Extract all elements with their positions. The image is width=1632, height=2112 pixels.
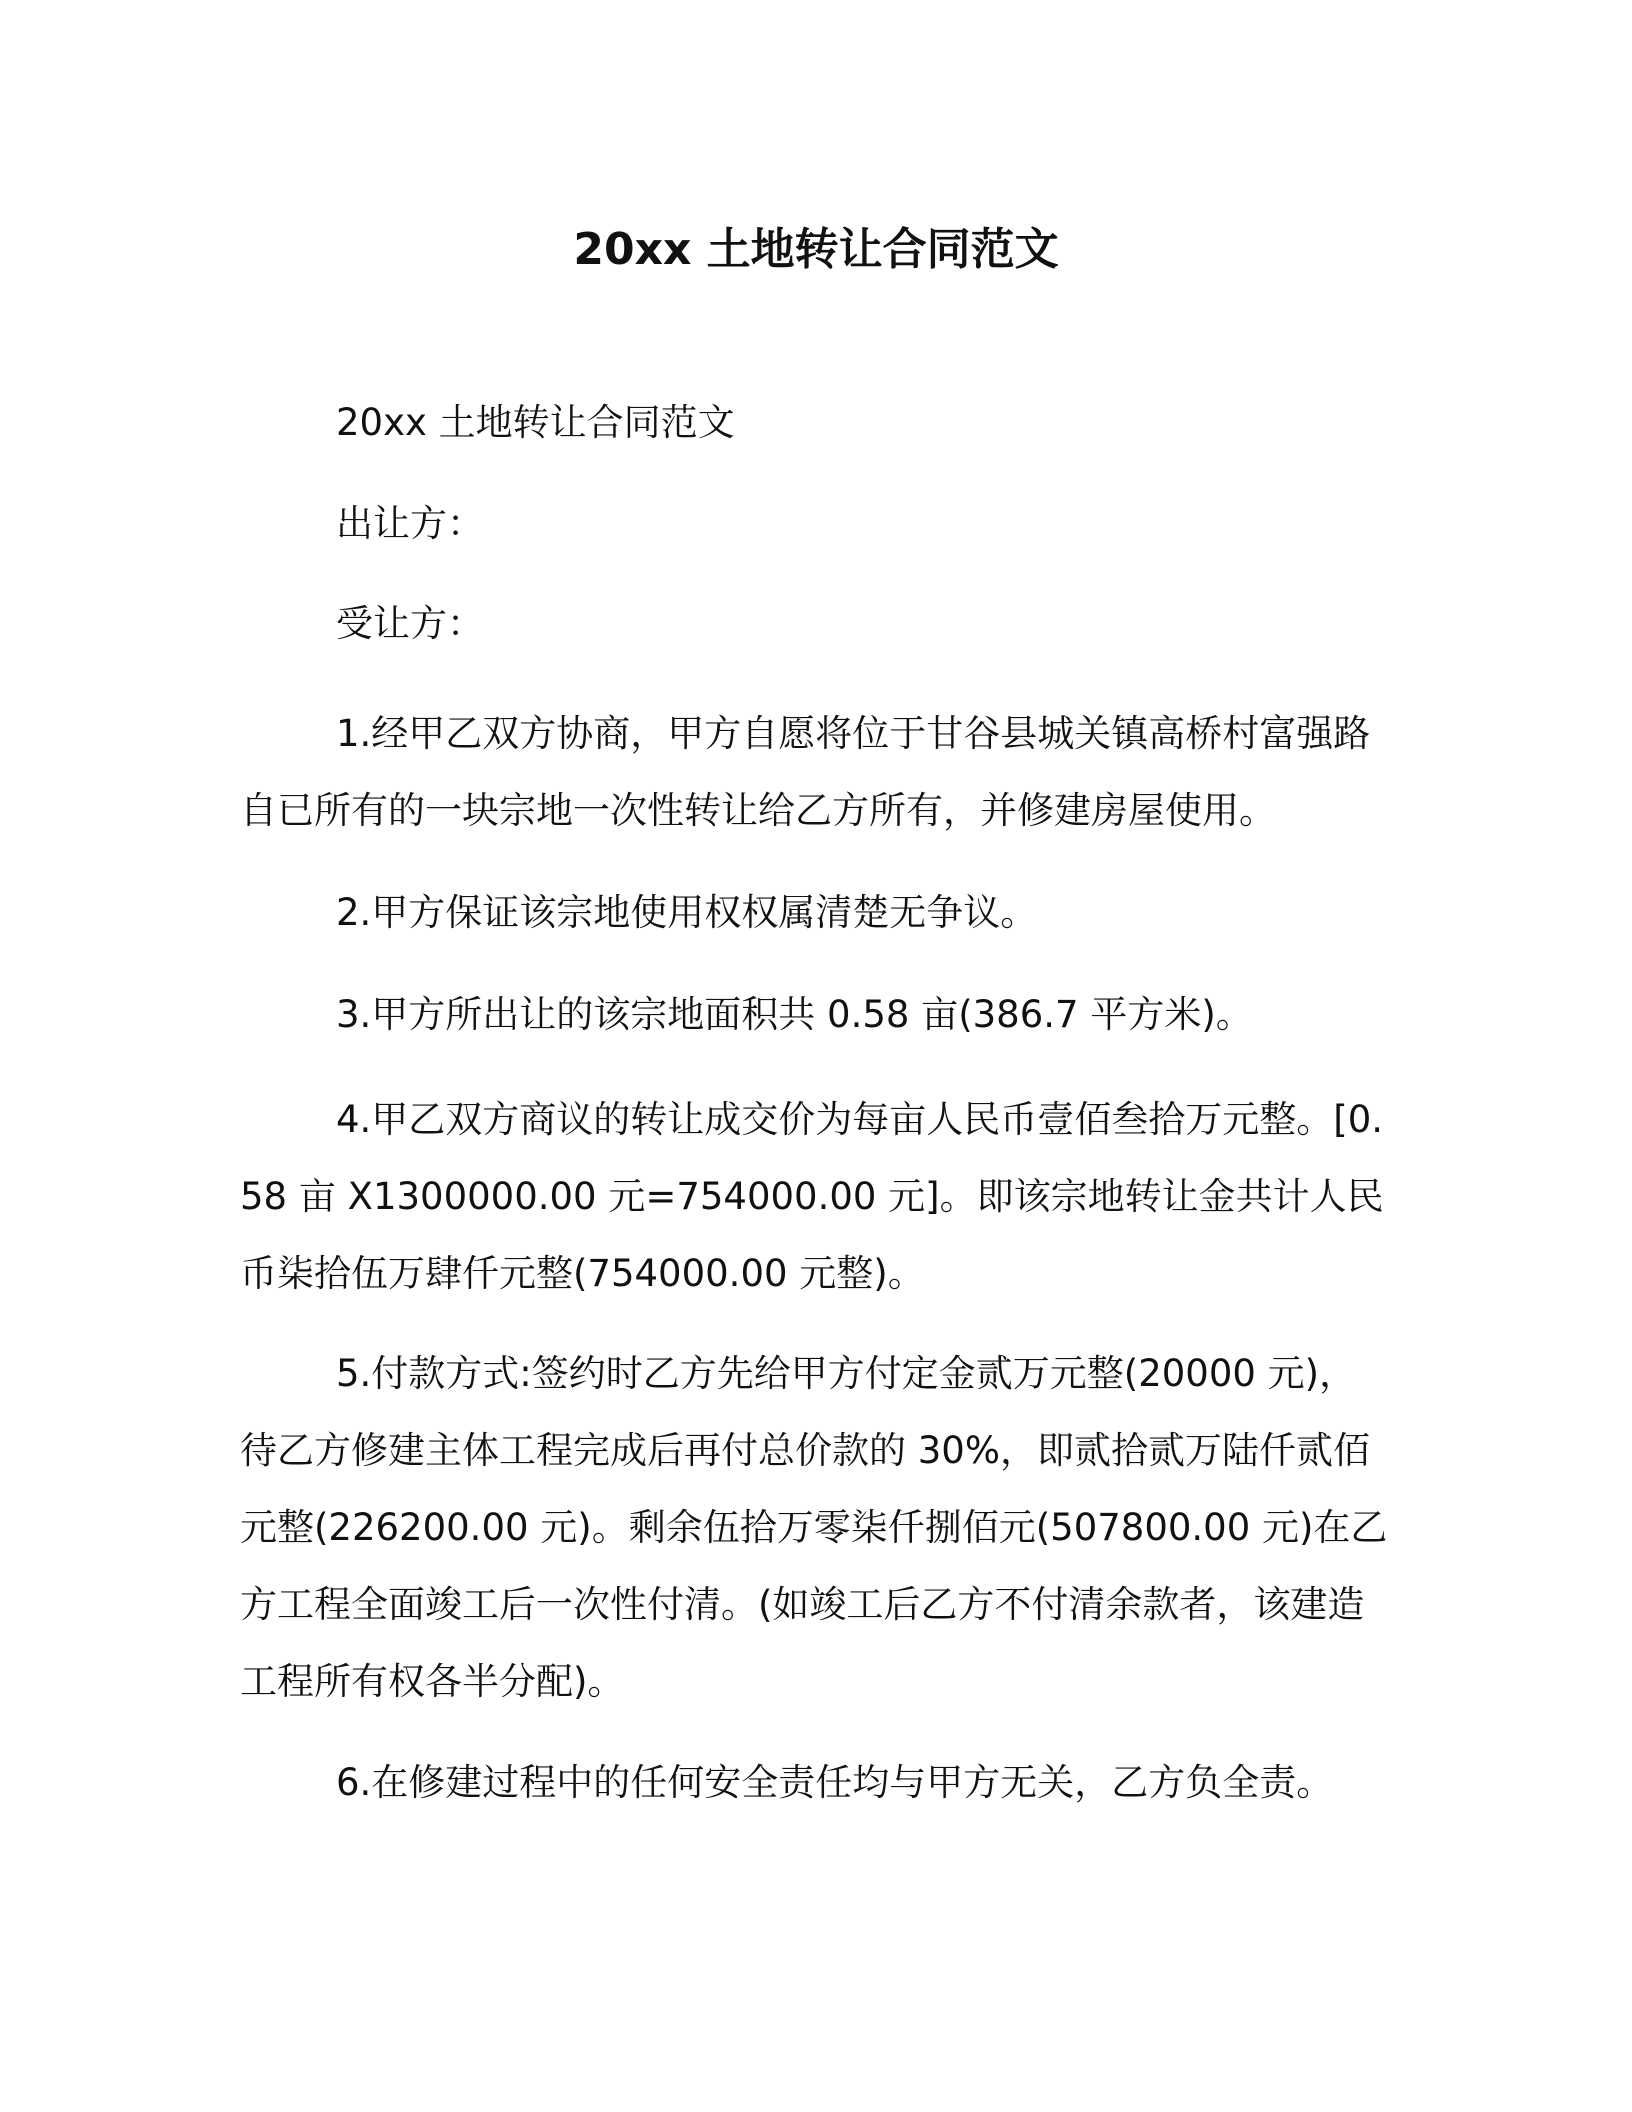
document-subtitle: 20xx 土地转让合同范文 <box>336 401 735 444</box>
clause-2: 2.甲方保证该宗地使用权权属清楚无争议。 <box>336 891 1038 934</box>
clause-4: 4.甲乙双方商议的转让成交价为每亩人民币壹佰叁拾万元整。[0.58 亩 X1300000.00 元=754000.00 元]。即该宗地转让金共计人民币柒拾伍万肆仟元整(754000.00 元整)。 <box>240 1098 1384 1295</box>
clause-3: 3.甲方所出让的该宗地面积共 0.58 亩(386.7 平方米)。 <box>336 993 1253 1036</box>
clause-5: 5.付款方式:签约时乙方先给甲方付定金贰万元整(20000 元)，待乙方修建主体工程完成后再付总价款的 30%，即贰拾贰万陆仟贰佰元整(226200.00 元)。剩余伍拾万零柒仟捌佰元(507800.00 元)在乙方工程全面竣工后一次性付清。(如竣工后乙方不付清余款者，该建造工程所有权各半分配)。 <box>240 1352 1388 1703</box>
buyer-label: 受让方： <box>336 602 484 645</box>
document-title: 20xx 土地转让合同范文 <box>573 224 1059 275</box>
clause-6: 6.在修建过程中的任何安全责任均与甲方无关，乙方负全责。 <box>336 1761 1334 1804</box>
seller-label: 出让方： <box>336 502 484 545</box>
clause-1: 1.经甲乙双方协商，甲方自愿将位于甘谷县城关镇高桥村富强路自已所有的一块宗地一次性转让给乙方所有，并修建房屋使用。 <box>240 712 1371 832</box>
